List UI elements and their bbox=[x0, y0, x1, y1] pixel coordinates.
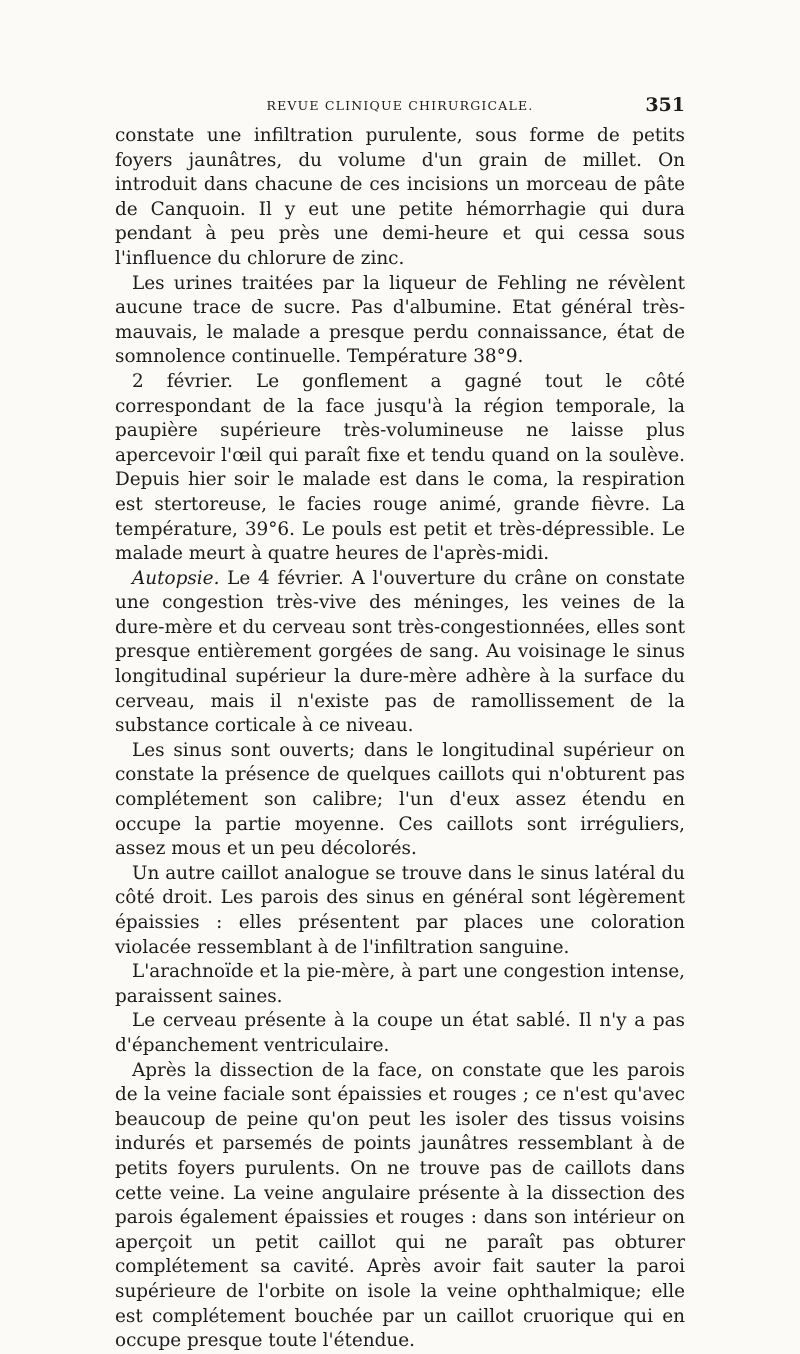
paragraph-continuation: constate une infiltration purulente, sous forme de petits foyers jaunâtres, du volume d'un grain de millet. On introduit dans chacune de ces incisions un morceau de pâte de Canquoin. Il y eut une petite hémorrhagie qui dura pendant à peu près une demi-heure et qui cessa sous l'influence du chlorure de zinc. bbox=[115, 125, 685, 269]
page-number: 351 bbox=[645, 94, 685, 116]
paragraph-face-dissection: Après la dissection de la face, on constate que les parois de la veine faciale sont épaissies et rouges ; ce n'est qu'avec beaucoup de peine qu'on peut les isoler des tissus voisins indurés et parsemés de points jaunâtres ressemblant à de petits foyers purulents. On ne trouve pas de caillots dans cette veine. La veine angulaire présente à la dissection des parois également épaissies et rouges : dans son intérieur on aperçoit un petit caillot qui ne paraît pas obturer complétement sa cavité. Après avoir fait sauter la paroi supérieure de l'orbite on isole la veine ophthalmique; elle est complétement bouchée par un caillot cruorique qui en occupe presque toute l'étendue. bbox=[115, 1059, 685, 1352]
page-header bbox=[115, 94, 685, 118]
paragraph-sinus: Les sinus sont ouverts; dans le longitudinal supérieur on constate la présence de quelques caillots qui n'obturent pas complétement son calibre; l'un d'eux assez étendu en occupe la partie moyenne. Ces caillots sont irréguliers, assez mous et un peu décolorés. bbox=[115, 739, 685, 860]
autopsy-text: Le 4 février. A l'ouverture du crâne on constate une congestion très-vive des méninges, les veines de la dure-mère et du cerveau sont très-congestionnées, elles sont presque entièrement gorgées de sang. Au voisinage le sinus longitudinal supérieur la dure-mère adhère à la surface du cerveau, mais il n'existe pas de ramollissement de la substance corticale à ce niveau. bbox=[115, 567, 685, 737]
running-title: REVUE CLINIQUE CHIRURGICALE. bbox=[266, 98, 534, 113]
paragraph-arachnoid: L'arachnoïde et la pie-mère, à part une congestion intense, paraissent saines. bbox=[115, 961, 685, 1007]
paragraph-brain: Le cerveau présente à la coupe un état sablé. Il n'y a pas d'épanchement ventriculaire. bbox=[115, 1010, 685, 1056]
paragraph-autopsy bbox=[115, 567, 685, 739]
paragraph-other-clot: Un autre caillot analogue se trouve dans le sinus latéral du côté droit. Les parois des sinus en général sont légèrement épaissies : elles présentent par places une coloration violacée ressemblant à de l'infiltration sanguine. bbox=[115, 862, 685, 958]
autopsy-label: Autopsie. bbox=[132, 567, 220, 589]
paragraph-urine: Les urines traitées par la liqueur de Fehling ne révèlent aucune trace de sucre. Pas d'albumine. Etat général très-mauvais, le malade a presque perdu connaissance, état de somnolence continuelle. Température 38°9. bbox=[115, 272, 685, 368]
body-text bbox=[115, 124, 685, 1354]
paragraph-february-2: 2 février. Le gonflement a gagné tout le côté correspondant de la face jusqu'à la région temporale, la paupière supérieure très-volumineuse ne laisse plus apercevoir l'œil qui paraît fixe et tendu quand on la soulève. Depuis hier soir le malade est dans le coma, la respiration est stertoreuse, le facies rouge animé, grande fièvre. La température, 39°6. Le pouls est petit et très-dépressible. Le malade meurt à quatre heures de l'après-midi. bbox=[115, 370, 685, 565]
